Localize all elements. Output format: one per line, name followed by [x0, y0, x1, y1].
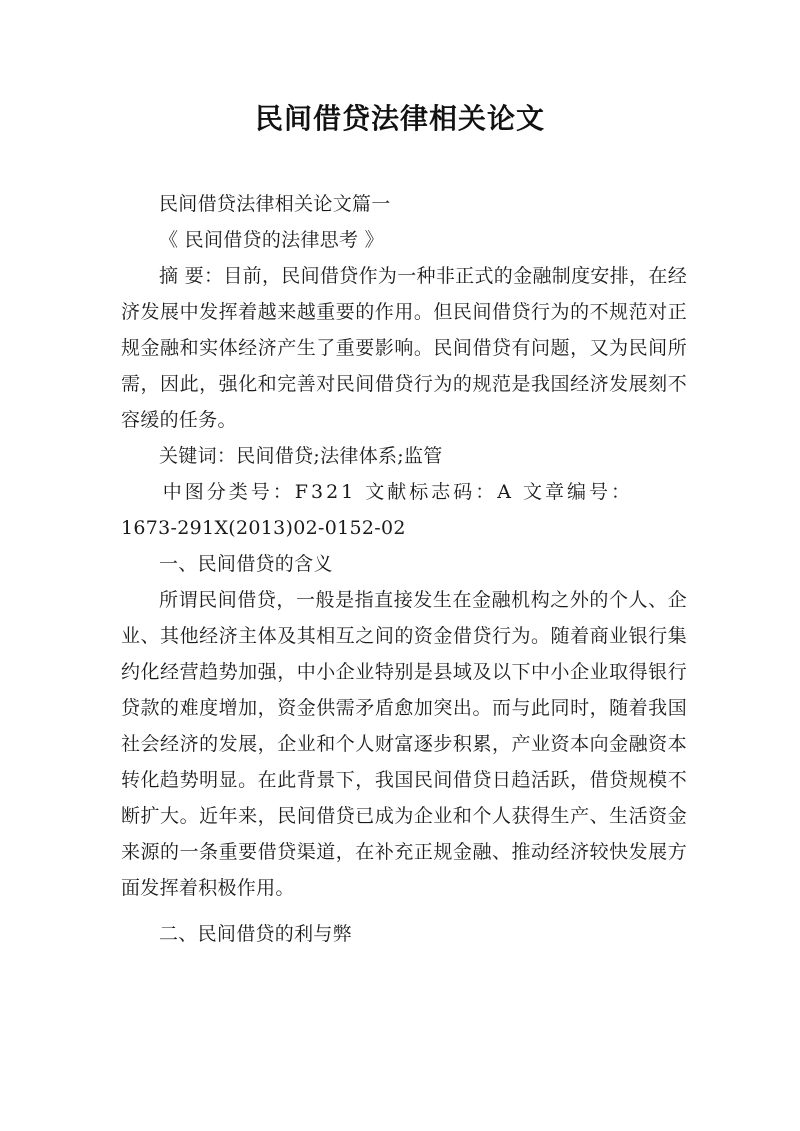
abstract-paragraph: 摘 要：目前，民间借贷作为一种非正式的金融制度安排，在经济发展中发挥着越来越重要的作用。但民间借贷行为的不规范对正规金融和实体经济产生了重要影响。民间借贷有问题，又为民间所需，因此，强化和完善对民间借贷行为的规范是我国经济发展刻不容缓的任务。 — [121, 265, 687, 431]
article-title: 《 民间借贷的法律思考 》 — [159, 229, 384, 251]
section-heading: 一、民间借贷的含义 — [159, 553, 333, 575]
section-heading: 民间借贷法律相关论文篇一 — [159, 193, 391, 215]
classification-line: 中图分类号：F321 文献标志码：A 文章编号： — [162, 481, 634, 503]
keywords-line: 关键词：民间借贷;法律体系;监管 — [159, 445, 443, 467]
body-paragraph: 所谓民间借贷，一般是指直接发生在金融机构之外的个人、企业、其他经济主体及其相互之间的资金借贷行为。随着商业银行集约化经营趋势加强，中小企业特别是县域及以下中小企业取得银行贷款的难度增加，资金供需矛盾愈加突出。而与此同时，随着我国社会经济的发展，企业和个人财富逐步积累，产业资本向金融资本转化趋势明显。在此背景下，我国民间借贷日趋活跃，借贷规模不断扩大。近年来，民间借贷已成为企业和个人获得生产、生活资金来源的一条重要借贷渠道，在补充正规金融、推动经济较快发展方面发挥着积极作用。 — [121, 589, 687, 899]
article-number: 1673-291X(2013)02-0152-02 — [121, 517, 406, 539]
section-heading: 二、民间借贷的利与弊 — [159, 923, 353, 945]
document-title: 民间借贷法律相关论文 — [254, 102, 545, 135]
document-body — [121, 186, 687, 952]
